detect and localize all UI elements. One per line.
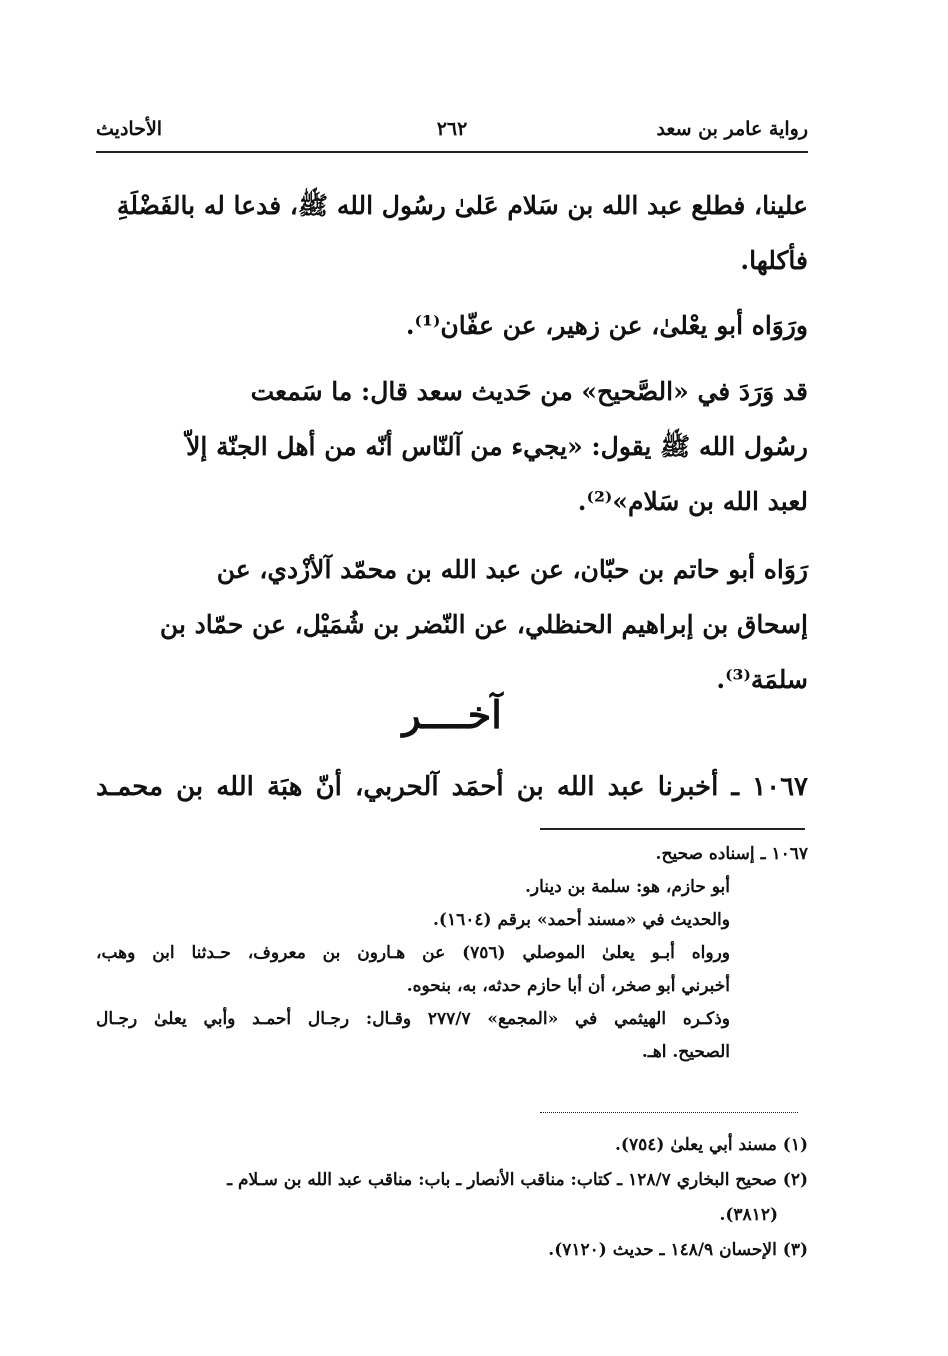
note-line: الصحيح. اهـ.	[641, 1042, 730, 1062]
footnotes	[96, 1128, 808, 1268]
header-book-section: رواية عامر بن سعد	[656, 118, 808, 140]
note-line: أبو حازم، هو: سلمة بن دينار.	[525, 877, 730, 897]
hadith-notes	[96, 838, 808, 1069]
footnote-continuation: (٣٨١٢).	[719, 1205, 778, 1225]
section-title: آخــــر	[402, 692, 502, 737]
note-head: ١٠٦٧ ـ إسناده صحيح.	[655, 844, 808, 864]
running-header	[96, 118, 808, 148]
note-line: أخبرني أبو صخر، أن أبا حازم حدثه، به، بنحوه.	[406, 976, 730, 996]
footnote: (٢) صحيح البخاري ١٢٨/٧ ـ كتاب: مناقب الأنصار ـ باب: مناقب عبد الله بن سـلام ـ	[227, 1170, 808, 1190]
page-number: ٢٦٢	[436, 118, 468, 140]
header-chapter: الأحاديث	[96, 118, 163, 140]
body-paragraph: ورَوَاه أبو يعْلىٰ، عن زهير، عن عفّان⁽¹⁾.	[405, 311, 808, 340]
note-line: ورواه أبـو يعلىٰ الموصلي (٧٥٦) عن هـارون بن معروف، حـدثنا ابن وهب،	[96, 943, 731, 963]
body-paragraph: علينا، فطلع عبد الله بن سَلام عَلىٰ رسُول الله ﷺ، فدعا له بالفَضْلَةِ فأكلها.	[116, 191, 808, 275]
body-paragraph: رَوَاه أبو حاتم بن حبّان، عن عبد الله بن محمّد آلأزْدي، عن إسحاق بن إبراهيم الحنظلي، عن النّضر بن شُمَيْل، عن حمّاد بن سلمَة⁽³⁾.	[159, 555, 808, 694]
footnote: (١) مسند أبي يعلىٰ (٧٥٤).	[614, 1135, 808, 1155]
body-paragraph: قد وَرَدَ في «الصَّحيح» من حَديث سعد قال: ما سَمعت رسُول الله ﷺ يقول: «يجيء من آلنّاس أنّه من أهل الجنّة إلاّ لعبد الله بن سَلام»⁽²⁾.	[186, 377, 808, 516]
header-divider	[96, 151, 808, 153]
note-line: والحديث في «مسند أحمد» برقم (١٦٠٤).	[433, 910, 730, 930]
hadith-1067: ١٠٦٧ ـ أخبرنا عبد الله بن أحمَد آلحربي، أنّ هبَة الله بن محمـد	[96, 772, 808, 802]
notes-divider	[540, 828, 805, 830]
footnote: (٣) الإحسان ١٤٨/٩ ـ حديث (٧١٢٠).	[548, 1240, 808, 1260]
footnotes-divider	[540, 1112, 798, 1113]
note-line: وذكـره الهيثمي في «المجمع» ٢٧٧/٧ وقـال: رجـال أحمـد وأبي يعلىٰ رجـال	[96, 1009, 730, 1029]
